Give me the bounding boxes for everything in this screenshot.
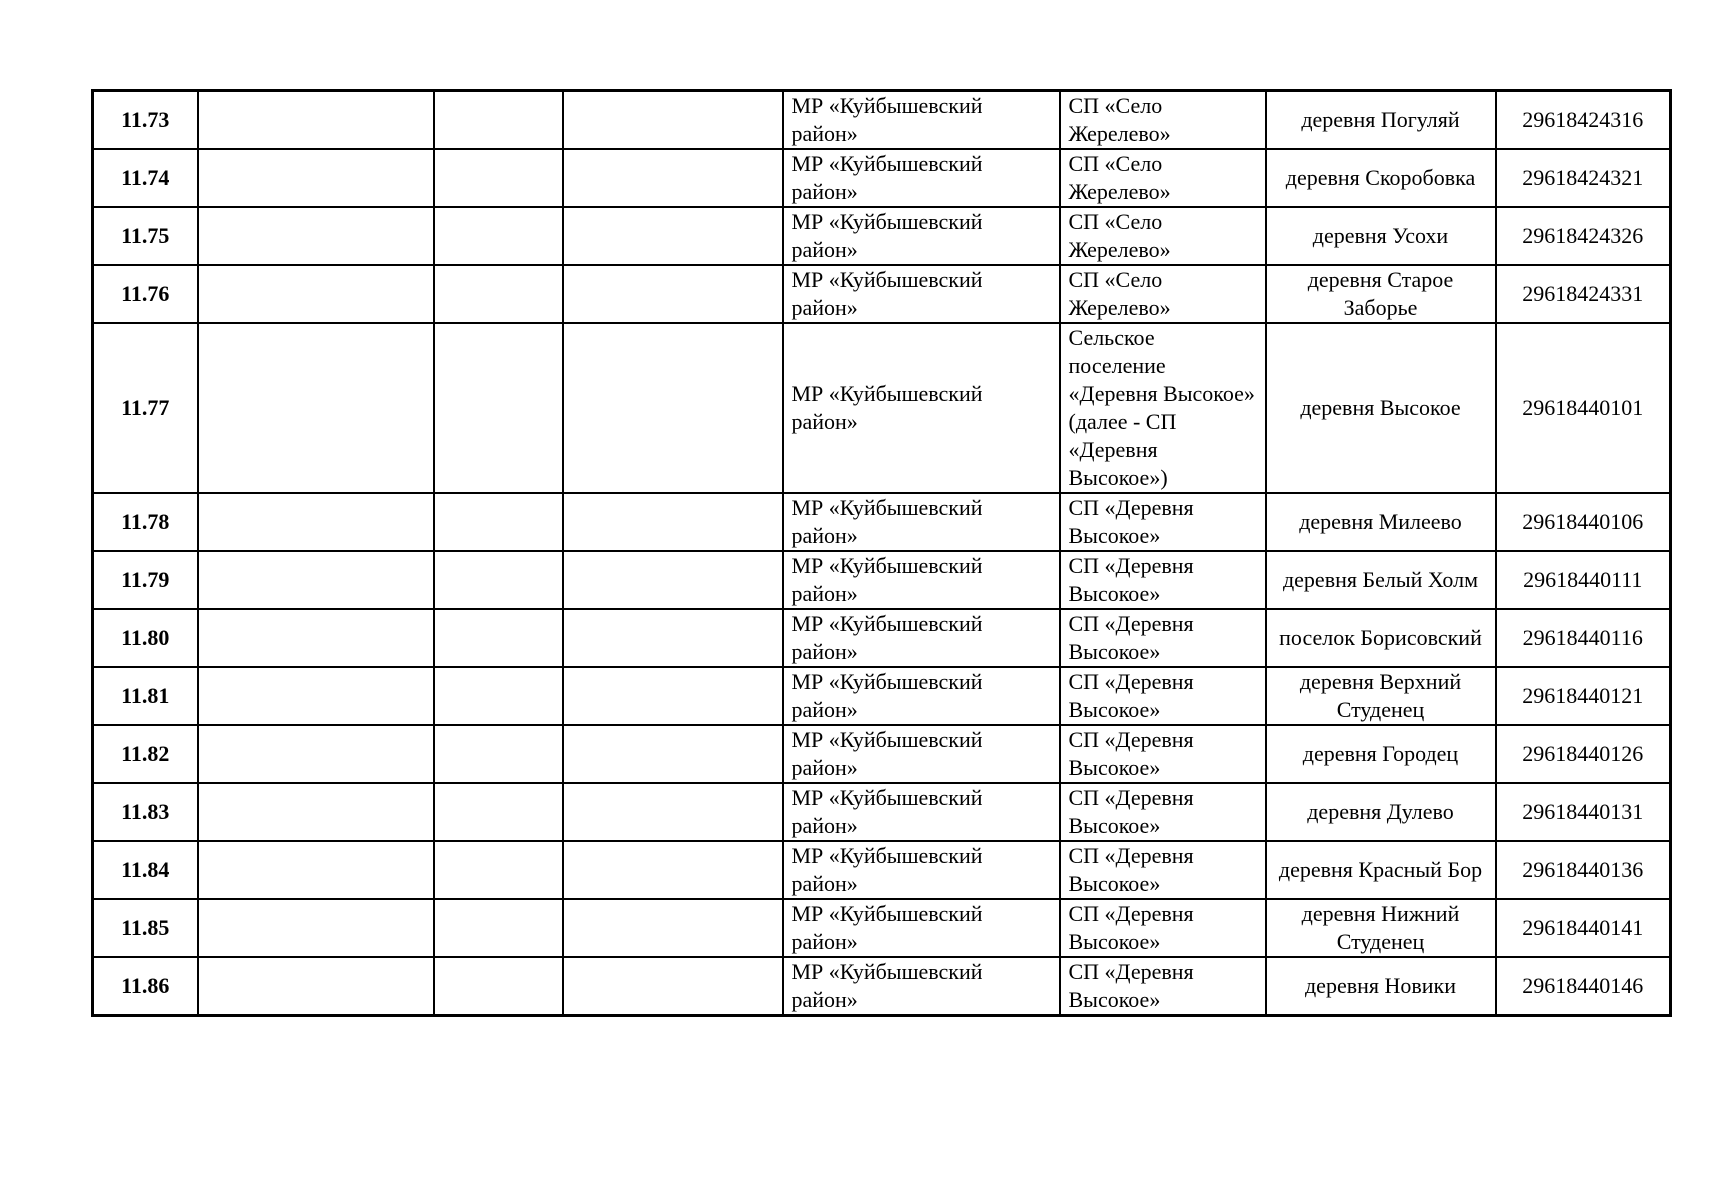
empty-cell xyxy=(563,207,783,265)
municipal-district-cell: МР «Куйбышевский район» xyxy=(783,957,1060,1016)
oktmo-code-cell: 29618440131 xyxy=(1496,783,1671,841)
empty-cell xyxy=(563,957,783,1016)
rural-settlement-cell: СП «Деревня Высокое» xyxy=(1060,667,1266,725)
municipal-district-cell: МР «Куйбышевский район» xyxy=(783,783,1060,841)
locality-cell: деревня Городец xyxy=(1266,725,1496,783)
oktmo-code-cell: 29618440121 xyxy=(1496,667,1671,725)
empty-cell xyxy=(198,957,434,1016)
empty-cell xyxy=(563,841,783,899)
empty-cell xyxy=(434,841,563,899)
empty-cell xyxy=(198,493,434,551)
rural-settlement-cell: СП «Село Жерелево» xyxy=(1060,207,1266,265)
oktmo-code-cell: 29618440101 xyxy=(1496,323,1671,493)
row-number: 11.82 xyxy=(93,725,198,783)
empty-cell xyxy=(434,493,563,551)
table-row xyxy=(93,957,1671,1016)
empty-cell xyxy=(434,149,563,207)
empty-cell xyxy=(198,551,434,609)
table-row xyxy=(93,149,1671,207)
table-row xyxy=(93,91,1671,150)
table-row xyxy=(93,899,1671,957)
empty-cell xyxy=(198,841,434,899)
empty-cell xyxy=(563,149,783,207)
oktmo-code-cell: 29618440141 xyxy=(1496,899,1671,957)
oktmo-code-cell: 29618440106 xyxy=(1496,493,1671,551)
locality-cell: деревня Милеево xyxy=(1266,493,1496,551)
locality-cell: деревня Нижний Студенец xyxy=(1266,899,1496,957)
row-number: 11.80 xyxy=(93,609,198,667)
empty-cell xyxy=(563,667,783,725)
empty-cell xyxy=(434,667,563,725)
empty-cell xyxy=(434,323,563,493)
locality-cell: деревня Верхний Студенец xyxy=(1266,667,1496,725)
municipal-district-cell: МР «Куйбышевский район» xyxy=(783,265,1060,323)
empty-cell xyxy=(198,609,434,667)
table-row xyxy=(93,551,1671,609)
table-row xyxy=(93,323,1671,493)
locality-cell: поселок Борисовский xyxy=(1266,609,1496,667)
empty-cell xyxy=(434,783,563,841)
locality-cell: деревня Погуляй xyxy=(1266,91,1496,150)
municipal-district-cell: МР «Куйбышевский район» xyxy=(783,149,1060,207)
rural-settlement-cell: СП «Деревня Высокое» xyxy=(1060,725,1266,783)
municipal-district-cell: МР «Куйбышевский район» xyxy=(783,493,1060,551)
table-row xyxy=(93,609,1671,667)
oktmo-code-cell: 29618440126 xyxy=(1496,725,1671,783)
empty-cell xyxy=(563,725,783,783)
oktmo-code-cell: 29618424321 xyxy=(1496,149,1671,207)
empty-cell xyxy=(198,207,434,265)
empty-cell xyxy=(563,323,783,493)
table-row xyxy=(93,207,1671,265)
locality-cell: деревня Усохи xyxy=(1266,207,1496,265)
municipal-district-cell: МР «Куйбышевский район» xyxy=(783,899,1060,957)
locality-cell: деревня Новики xyxy=(1266,957,1496,1016)
empty-cell xyxy=(563,265,783,323)
oktmo-code-cell: 29618440116 xyxy=(1496,609,1671,667)
oktmo-code-cell: 29618440111 xyxy=(1496,551,1671,609)
rural-settlement-cell: СП «Деревня Высокое» xyxy=(1060,957,1266,1016)
rural-settlement-cell: СП «Деревня Высокое» xyxy=(1060,609,1266,667)
empty-cell xyxy=(198,323,434,493)
oktmo-code-cell: 29618440146 xyxy=(1496,957,1671,1016)
empty-cell xyxy=(434,551,563,609)
empty-cell xyxy=(563,609,783,667)
row-number: 11.74 xyxy=(93,149,198,207)
row-number: 11.75 xyxy=(93,207,198,265)
empty-cell xyxy=(563,91,783,150)
row-number: 11.79 xyxy=(93,551,198,609)
locality-cell: деревня Дулево xyxy=(1266,783,1496,841)
rural-settlement-cell: СП «Село Жерелево» xyxy=(1060,265,1266,323)
municipal-district-cell: МР «Куйбышевский район» xyxy=(783,323,1060,493)
oktmo-code-cell: 29618424331 xyxy=(1496,265,1671,323)
rural-settlement-cell: СП «Деревня Высокое» xyxy=(1060,493,1266,551)
rural-settlement-cell: СП «Деревня Высокое» xyxy=(1060,841,1266,899)
empty-cell xyxy=(198,149,434,207)
oktmo-code-cell: 29618424316 xyxy=(1496,91,1671,150)
row-number: 11.78 xyxy=(93,493,198,551)
empty-cell xyxy=(434,725,563,783)
rural-settlement-cell: СП «Деревня Высокое» xyxy=(1060,783,1266,841)
table-row xyxy=(93,725,1671,783)
row-number: 11.86 xyxy=(93,957,198,1016)
table-row xyxy=(93,841,1671,899)
rural-settlement-cell: СП «Деревня Высокое» xyxy=(1060,551,1266,609)
oktmo-code-cell: 29618440136 xyxy=(1496,841,1671,899)
municipal-district-cell: МР «Куйбышевский район» xyxy=(783,609,1060,667)
municipal-district-cell: МР «Куйбышевский район» xyxy=(783,667,1060,725)
row-number: 11.83 xyxy=(93,783,198,841)
table-row xyxy=(93,667,1671,725)
empty-cell xyxy=(198,899,434,957)
locality-cell: деревня Скоробовка xyxy=(1266,149,1496,207)
empty-cell xyxy=(198,91,434,150)
locality-cell: деревня Старое Заборье xyxy=(1266,265,1496,323)
row-number: 11.77 xyxy=(93,323,198,493)
empty-cell xyxy=(563,899,783,957)
municipal-district-cell: МР «Куйбышевский район» xyxy=(783,841,1060,899)
locality-cell: деревня Красный Бор xyxy=(1266,841,1496,899)
settlements-table xyxy=(91,89,1672,1017)
municipal-district-cell: МР «Куйбышевский район» xyxy=(783,91,1060,150)
municipal-district-cell: МР «Куйбышевский район» xyxy=(783,207,1060,265)
rural-settlement-cell: СП «Село Жерелево» xyxy=(1060,149,1266,207)
municipal-district-cell: МР «Куйбышевский район» xyxy=(783,725,1060,783)
row-number: 11.85 xyxy=(93,899,198,957)
empty-cell xyxy=(434,207,563,265)
municipal-district-cell: МР «Куйбышевский район» xyxy=(783,551,1060,609)
empty-cell xyxy=(198,725,434,783)
empty-cell xyxy=(563,783,783,841)
locality-cell: деревня Высокое xyxy=(1266,323,1496,493)
row-number: 11.76 xyxy=(93,265,198,323)
empty-cell xyxy=(434,899,563,957)
empty-cell xyxy=(198,265,434,323)
empty-cell xyxy=(434,265,563,323)
table-row xyxy=(93,783,1671,841)
rural-settlement-cell: СП «Село Жерелево» xyxy=(1060,91,1266,150)
empty-cell xyxy=(198,667,434,725)
empty-cell xyxy=(563,551,783,609)
table-row xyxy=(93,493,1671,551)
rural-settlement-cell: СП «Деревня Высокое» xyxy=(1060,899,1266,957)
row-number: 11.84 xyxy=(93,841,198,899)
table-row xyxy=(93,265,1671,323)
rural-settlement-cell: Сельское поселение «Деревня Высокое» (далее - СП «Деревня Высокое») xyxy=(1060,323,1266,493)
empty-cell xyxy=(563,493,783,551)
oktmo-code-cell: 29618424326 xyxy=(1496,207,1671,265)
locality-cell: деревня Белый Холм xyxy=(1266,551,1496,609)
empty-cell xyxy=(198,783,434,841)
row-number: 11.81 xyxy=(93,667,198,725)
empty-cell xyxy=(434,91,563,150)
empty-cell xyxy=(434,957,563,1016)
row-number: 11.73 xyxy=(93,91,198,150)
empty-cell xyxy=(434,609,563,667)
